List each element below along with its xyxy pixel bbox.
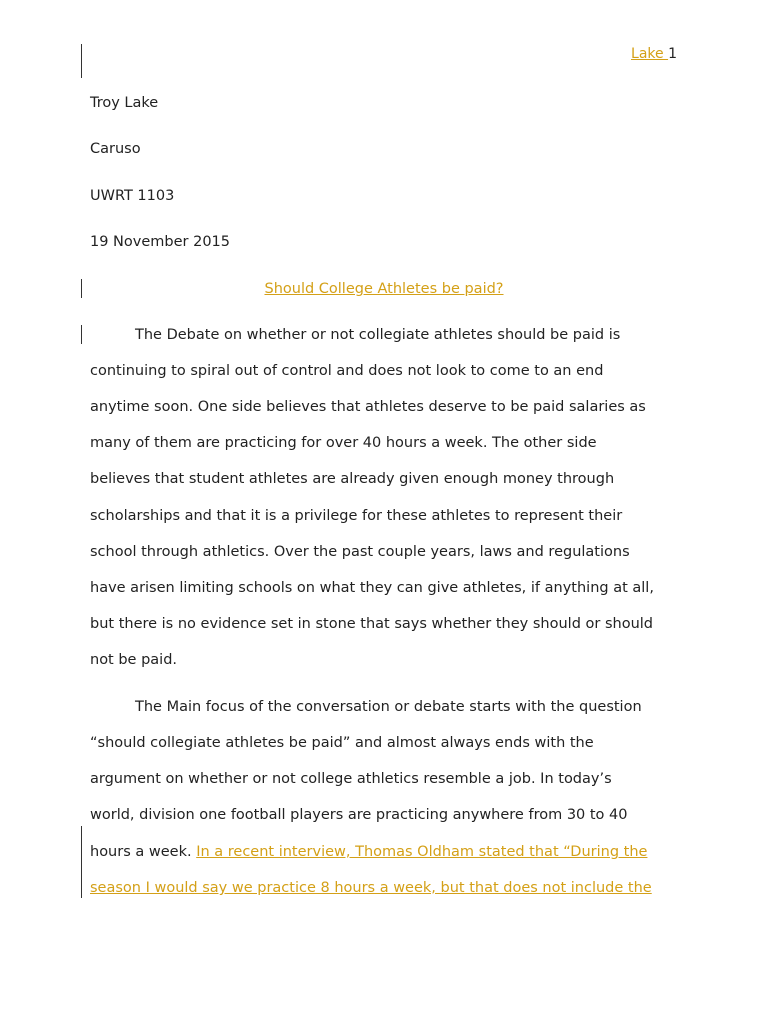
essay-title-text: Should College Athletes be paid? xyxy=(264,281,504,297)
author-name: Troy Lake xyxy=(90,95,159,111)
essay-title xyxy=(0,280,768,298)
instructor-name: Caruso xyxy=(90,141,141,157)
page-header xyxy=(631,45,677,63)
text-line: “should collegiate athletes be paid” and almost always ends with the xyxy=(90,735,594,751)
text-line: The Debate on whether or not collegiate athletes should be paid is xyxy=(135,327,621,343)
text-line: anytime soon. One side believes that athletes deserve to be paid salaries as xyxy=(90,399,646,415)
text-line: scholarships and that it is a privilege for these athletes to represent their xyxy=(90,508,623,524)
text-line: The Main focus of the conversation or debate starts with the question xyxy=(135,699,642,715)
change-bar xyxy=(81,44,82,78)
text-line xyxy=(90,843,647,861)
text-line xyxy=(90,879,652,897)
text-line: school through athletics. Over the past couple years, laws and regulations xyxy=(90,544,630,560)
text-line: have arisen limiting schools on what they can give athletes, if anything at all, xyxy=(90,580,654,596)
text-line: many of them are practicing for over 40 hours a week. The other side xyxy=(90,435,597,451)
text-line: believes that student athletes are already given enough money through xyxy=(90,471,615,487)
change-bar xyxy=(81,325,82,344)
text-segment: hours a week. xyxy=(90,844,197,860)
course-name: UWRT 1103 xyxy=(90,188,175,204)
tracked-insertion: In a recent interview, Thomas Oldham stated that “During the xyxy=(196,844,648,860)
text-line: not be paid. xyxy=(90,652,178,668)
text-line: but there is no evidence set in stone that says whether they should or should xyxy=(90,616,653,632)
page-number: 1 xyxy=(668,46,677,62)
tracked-insertion: season I would say we practice 8 hours a week, but that does not include the xyxy=(90,880,652,896)
header-name: Lake xyxy=(631,46,669,62)
date: 19 November 2015 xyxy=(90,234,231,250)
text-line: world, division one football players are practicing anywhere from 30 to 40 xyxy=(90,807,628,823)
text-line: argument on whether or not college athletics resemble a job. In today’s xyxy=(90,771,612,787)
change-bar xyxy=(81,826,82,898)
text-line: continuing to spiral out of control and does not look to come to an end xyxy=(90,363,604,379)
